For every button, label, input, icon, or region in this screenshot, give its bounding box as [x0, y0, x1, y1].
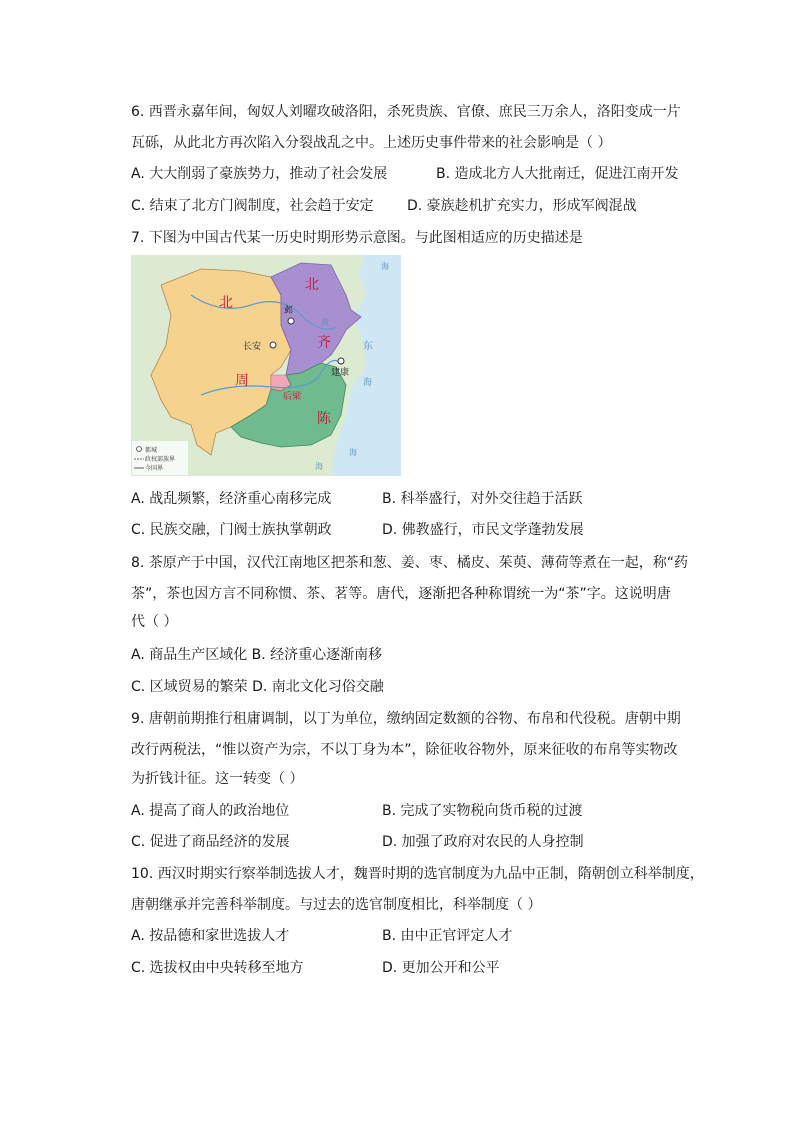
q8-line-3: 代（ ） [131, 614, 178, 630]
label-ye: 邺 [284, 306, 294, 316]
capital-jiankang-marker [338, 358, 344, 364]
q9-line-2: 改行两税法，“惟以资产为宗，不以丁身为本”，除征收谷物外，原来征收的布帛等实物改 [131, 742, 678, 758]
q10-option-d[interactable]: D. 更加公开和公平 [382, 960, 500, 976]
q7-option-d[interactable]: D. 佛教盛行，市民文学蓬勃发展 [382, 522, 584, 538]
q8-line-2: 茶”，茶也因方言不同称惯、茶、茗等。唐代，逐渐把各种称谓统一为“茶”字。这说明唐 [131, 586, 671, 602]
q9-line-3: 为折钱计征。这一转变（ ） [131, 771, 304, 787]
q6-option-b[interactable]: B. 造成北方人大批南迁，促进江南开发 [436, 166, 679, 182]
label-hou-liang: 后梁 [283, 392, 302, 402]
label-river: 黄 [321, 318, 329, 327]
capital-changan-marker [270, 342, 276, 348]
q10-line-2: 唐朝继承并完善科举制度。与过去的选官制度相比，科举制度（ ） [131, 897, 542, 913]
q7-line-1: 7. 下图为中国古代某一历史时期形势示意图。与此图相适应的历史描述是 [131, 230, 583, 246]
q9-option-d[interactable]: D. 加强了政府对农民的人身控制 [382, 834, 584, 850]
q8-option-cd[interactable]: C. 区域贸易的繁荣 D. 南北文化习俗交融 [131, 679, 384, 695]
q10-option-a[interactable]: A. 按品德和家世选拔人才 [131, 928, 290, 944]
label-sea-3: 海 [349, 448, 357, 457]
q6-option-c[interactable]: C. 结束了北方门阀制度，社会趋于安定 [131, 198, 374, 214]
label-sea-2: 海 [381, 262, 389, 271]
q8-line-1: 8. 茶原产于中国，汉代江南地区把茶和葱、姜、枣、橘皮、茱萸、薄荷等煮在一起，称“药 [131, 555, 689, 571]
legend-capital-symbol [137, 447, 142, 452]
q7-option-c[interactable]: C. 民族交融，门阀士族执掌朝政 [131, 522, 332, 538]
label-northern-qi-2: 齐 [317, 335, 331, 351]
map-legend [132, 441, 188, 475]
label-sea-4: 海 [315, 462, 323, 471]
label-changan: 长安 [243, 342, 262, 352]
map-svg [131, 255, 401, 476]
label-jiankang: 建康 [331, 368, 350, 378]
label-northern-qi-1: 北 [305, 277, 319, 293]
legend-capital-text: 都城 [145, 447, 158, 454]
q10-option-b[interactable]: B. 由中正官评定人才 [382, 928, 513, 944]
q6-option-a[interactable]: A. 大大削弱了豪族势力，推动了社会发展 [131, 166, 388, 182]
q7-option-a[interactable]: A. 战乱频繁，经济重心南移完成 [131, 491, 332, 507]
q9-option-a[interactable]: A. 提高了商人的政治地位 [131, 803, 290, 819]
legend-regime-text: 政权部族界 [145, 456, 176, 463]
q7-option-b[interactable]: B. 科举盛行，对外交往趋于活跃 [382, 491, 583, 507]
q9-line-1: 9. 唐朝前期推行租庸调制，以丁为单位，缴纳固定数额的谷物、布帛和代役税。唐朝中期 [131, 711, 681, 727]
label-chen: 陈 [317, 411, 331, 427]
q10-line-1: 10. 西汉时期实行察举制选拔人才，魏晋时期的选官制度为九品中正制，隋朝创立科举制度， [131, 866, 704, 882]
q9-option-c[interactable]: C. 促进了商品经济的发展 [131, 834, 290, 850]
q10-option-c[interactable]: C. 选拔权由中央转移至地方 [131, 960, 304, 976]
q6-option-d[interactable]: D. 豪族趁机扩充实力，形成军阀混战 [407, 198, 637, 214]
q8-option-ab[interactable]: A. 商品生产区域化 B. 经济重心逐渐南移 [131, 647, 383, 663]
label-northern-zhou-1: 北 [219, 295, 233, 311]
label-sea-1: 海 [363, 378, 373, 388]
legend-modern-text: 今国界 [145, 465, 164, 472]
q9-option-b[interactable]: B. 完成了实物税向货币税的过渡 [382, 803, 583, 819]
q6-line-2: 瓦砾，从此北方再次陷入分裂战乱之中。上述历史事件带来的社会影响是（ ） [131, 135, 612, 151]
q6-line-1: 6. 西晋永嘉年间，匈奴人刘曜攻破洛阳，杀死贵族、官僚、庶民三万余人，洛阳变成一片 [131, 104, 681, 120]
label-east: 东 [363, 341, 373, 352]
label-northern-zhou-2: 周 [235, 373, 249, 389]
capital-ye-marker [288, 318, 294, 324]
historical-map [131, 255, 401, 476]
